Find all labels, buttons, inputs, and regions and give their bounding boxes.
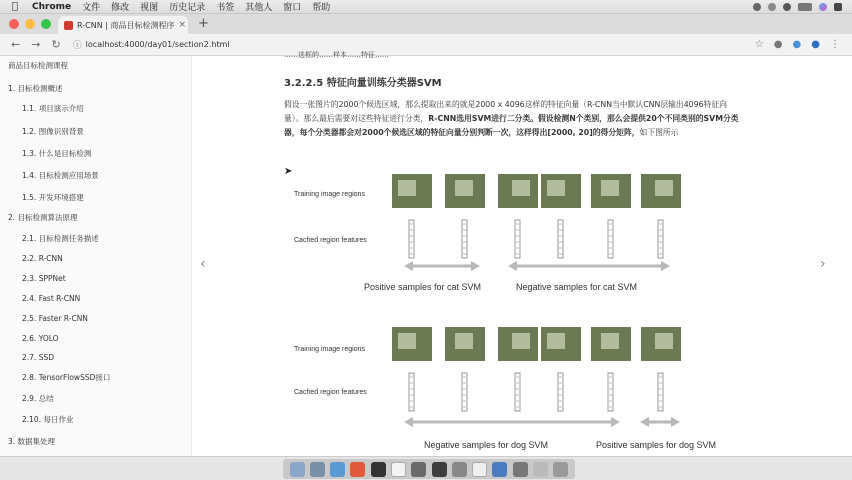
typora-icon[interactable] [472,462,487,477]
paragraph-text-2: 如下图所示 [639,128,679,137]
dog-thumb-highlight-4 [547,333,565,349]
launchpad-icon[interactable] [310,462,325,477]
cat-positive-label: Positive samples for cat SVM [364,282,482,292]
cat-thumb-highlight-2 [455,180,473,196]
menu-edit[interactable]: 修改 [105,3,124,13]
new-tab-button[interactable]: + [198,16,209,31]
search-icon[interactable] [753,3,761,11]
zoom-window-icon[interactable] [41,19,51,29]
dog-positive-arrow-head-right [671,417,680,427]
dog-cached-features-label: Cached region features [294,389,367,396]
extension-icon[interactable]: ● [773,39,783,50]
menu-view[interactable]: 视图 [134,3,153,13]
cat-positive-arrow-head-left [404,261,413,271]
address-bar[interactable] [73,38,230,51]
status-area [753,3,842,11]
folder-icon[interactable] [513,462,528,477]
toc-item-2-10[interactable]: 2.10. 每日作业 [22,415,74,424]
macos-dock [0,456,852,480]
siri-icon[interactable] [819,3,827,11]
cat-thumb-highlight-6 [655,180,673,196]
dog-feature-bar-1 [409,373,414,411]
dog-thumb-highlight-3 [512,333,530,349]
toc-item-2-2[interactable]: 2.2. R-CNN [22,254,63,263]
toc-item-2-8[interactable]: 2.8. TensorFlowSSD接口 [22,373,111,382]
toc-item-3[interactable]: 3. 数据集处理 [8,437,56,446]
dog-negative-arrow-head-left [404,417,413,427]
toc-item-1-1[interactable]: 1.1. 项目演示介绍 [22,104,84,113]
menu-window[interactable]: 窗口 [277,3,296,13]
chrome-icon[interactable] [350,462,365,477]
extension2-icon[interactable]: ● [792,39,802,50]
cat-feature-bar-6 [658,220,663,258]
dog-training-regions-label: Training image regions [294,346,365,353]
tab-close-icon[interactable]: × [178,20,187,30]
cat-thumb-highlight-5 [601,180,619,196]
next-page-icon[interactable]: › [820,256,826,272]
cat-thumb-highlight-1 [398,180,416,196]
quicktime-icon[interactable] [492,462,507,477]
menu-kebab-icon[interactable]: ⋮ [830,39,840,50]
dog-thumb-highlight-6 [655,333,673,349]
menu-history[interactable]: 历史记录 [163,3,200,13]
dog-thumb-highlight-2 [455,333,473,349]
toc-item-2-1[interactable]: 2.1. 目标检测任务描述 [22,234,99,243]
dog-feature-bar-5 [608,373,613,411]
section-title: 3.2.2.5 特征向量训练分类器SVM [284,78,442,89]
cat-negative-arrow-head-left [508,261,517,271]
apple-icon[interactable] [12,1,18,12]
toc-item-1-2[interactable]: 1.2. 图像识别背景 [22,127,84,136]
bookmark-star-icon[interactable]: ☆ [754,39,764,50]
back-icon[interactable]: ← [11,38,21,51]
paragraph-text-1: 假设一张图片的2000个候选区域，那么提取出来的就是2000 x 4096这样的特征向量（R-CNN当中默认CNN层输出4096特征向量）。那么最后需要对这些特征进行分类， [284,100,727,123]
trash-icon[interactable] [553,462,568,477]
forward-icon[interactable]: → [31,38,41,51]
control-center-icon[interactable] [834,3,842,11]
reload-icon[interactable]: ↻ [51,38,61,51]
wifi-icon[interactable] [783,3,791,11]
macos-menubar [0,0,852,14]
cat-thumb-highlight-3 [512,180,530,196]
dog-feature-bar-2 [462,373,467,411]
tab-strip [0,14,852,34]
cut-off-text: ……选框的……样本……特征…… [284,51,389,59]
toc-item-1-4[interactable]: 1.4. 目标检测应用场景 [22,171,99,180]
dog-feature-bar-4 [558,373,563,411]
minimize-window-icon[interactable] [25,19,35,29]
toc-item-1[interactable]: 1. 目标检测概述 [8,84,63,93]
close-window-icon[interactable] [9,19,19,29]
menu-bookmarks[interactable]: 书签 [210,3,229,13]
toc-item-2-4[interactable]: 2.4. Fast R-CNN [22,294,81,303]
finder-icon[interactable] [290,462,305,477]
cat-positive-arrow-head-right [471,261,480,271]
menu-file[interactable]: 文件 [76,3,95,13]
toc-item-2[interactable]: 2. 目标检测算法原理 [8,213,78,222]
dog-positive-label: Positive samples for dog SVM [596,440,717,450]
prev-page-icon[interactable]: ‹ [200,256,206,272]
url-text: localhost:4000/day01/section2.html [85,40,230,49]
cat-thumb-highlight-4 [547,180,565,196]
bluetooth-icon[interactable] [768,3,776,11]
cat-feature-bar-2 [462,220,467,258]
menu-people[interactable]: 其他人 [239,3,267,13]
paragraph-bold-text: R-CNN选用SVM进行二分类。假设检测N个类别，那么会提供20个不同类别的SVM分类器，每个分类器都会对2000个候选区域的特征向量分别判断一次，这样得出[2000, 20]的得分矩阵， [284,114,739,137]
cat-training-regions-label: Training image regions [294,191,365,198]
book-title[interactable]: 商品目标检测课程 [8,61,68,70]
safari-icon[interactable] [330,462,345,477]
dog-negative-arrow-head-right [611,417,620,427]
dock-apps [283,459,575,479]
dog-negative-label: Negative samples for dog SVM [424,440,549,450]
screenshot-icon[interactable] [411,462,426,477]
toc-item-1-3[interactable]: 1.3. 什么是目标检测 [22,149,92,158]
cat-feature-bar-3 [515,220,520,258]
pycharm-icon[interactable] [371,462,386,477]
downloads-icon[interactable] [533,462,548,477]
dog-feature-bar-3 [515,373,520,411]
app-icon[interactable] [452,462,467,477]
svm-figure [192,56,852,456]
toc-item-2-7[interactable]: 2.7. SSD [22,353,54,362]
cat-feature-bar-1 [409,220,414,258]
info-icon[interactable]: ⓘ [72,41,82,51]
dog-positive-arrow-head-left [640,417,649,427]
extension3-icon[interactable]: ● [811,39,820,50]
main-content [192,51,852,456]
toc-item-2-3[interactable]: 2.3. SPPNet [22,274,66,283]
window-controls [9,19,51,29]
toolbar-right [755,39,840,50]
dog-thumb-highlight-1 [398,333,416,349]
calendar-icon[interactable] [391,462,406,477]
toc-item-2-6[interactable]: 2.6. YOLO [22,334,59,343]
tab-rcnn[interactable] [58,16,188,34]
toc-item-1-5[interactable]: 1.5. 开发环境搭建 [22,193,84,202]
favicon-icon [64,21,73,30]
cat-feature-bar-5 [608,220,613,258]
terminal-icon[interactable] [432,462,447,477]
sidebar-toc [0,56,192,456]
cat-negative-label: Negative samples for cat SVM [516,282,638,292]
battery-icon[interactable] [798,3,812,11]
mouse-cursor-icon: ➤ [284,166,293,177]
tab-title: R-CNN | 商品目标检测程序 [77,20,175,30]
toc-item-2-5[interactable]: 2.5. Faster R-CNN [22,314,88,323]
cat-negative-arrow-head-right [661,261,670,271]
cat-feature-bar-4 [558,220,563,258]
cat-cached-features-label: Cached region features [294,237,367,244]
toc-item-2-9[interactable]: 2.9. 总结 [22,394,54,403]
dog-thumb-highlight-5 [601,333,619,349]
menu-help[interactable]: 帮助 [306,3,325,13]
dog-feature-bar-6 [658,373,663,411]
menu-app-name[interactable]: Chrome [26,1,66,12]
